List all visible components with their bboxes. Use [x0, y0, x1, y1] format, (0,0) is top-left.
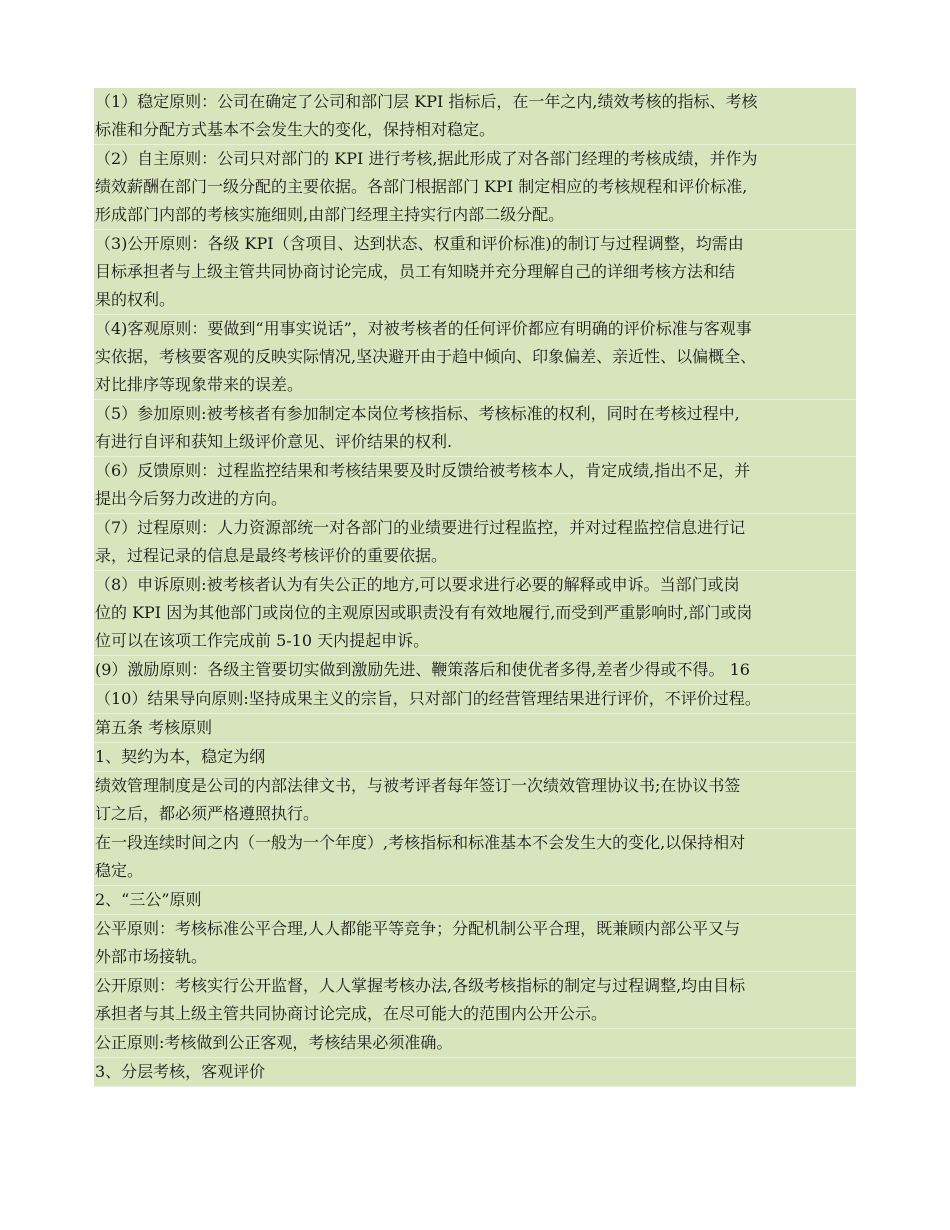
- paragraph-openness: 公开原则：考核实行公开监督，人人掌握考核办法,各级考核指标的制定与过程调整,均由目标 承担者与其上级主管共同协商讨论完成，在尽可能大的范围内公开公示。: [94, 972, 856, 1029]
- paragraph-performance-agreement: 绩效管理制度是公司的内部法律文书，与被考评者每年签订一次绩效管理协议书;在协议书签 订之后，都必须严格遵照执行。: [94, 772, 856, 829]
- text-block: [94, 88, 856, 1087]
- subheading-layered-assessment: 3、分层考核，客观评价: [94, 1058, 856, 1087]
- paragraph-autonomy-principle: （2）自主原则：公司只对部门的 KPI 进行考核,据此形成了对各部门经理的考核成绩，并作为 绩效薪酬在部门一级分配的主要依据。各部门根据部门 KPI 制定相应的考核规程和评价标准, 形成部门内部的考核实施细则,由部门经理主持实行内部二级分配。: [94, 145, 856, 230]
- paragraph-continuity: 在一段连续时间之内（一般为一个年度）,考核指标和标准基本不会发生大的变化,以保持相对 稳定。: [94, 829, 856, 886]
- section-heading-article-5: 第五条 考核原则: [94, 714, 856, 743]
- paragraph-process-principle: （7）过程原则：人力资源部统一对各部门的业绩要进行过程监控，并对过程监控信息进行记 录，过程记录的信息是最终考核评价的重要依据。: [94, 514, 856, 571]
- subheading-contract-basis: 1、契约为本，稳定为纲: [94, 743, 856, 772]
- paragraph-participation-principle: （5）参加原则:被考核者有参加制定本岗位考核指标、考核标准的权利，同时在考核过程中, 有进行自评和获知上级评价意见、评价结果的权利.: [94, 400, 856, 457]
- paragraph-fairness: 公平原则：考核标准公平合理,人人都能平等竞争；分配机制公平合理，既兼顾内部公平又与 外部市场接轨。: [94, 915, 856, 972]
- paragraph-openness-principle: （3)公开原则：各级 KPI（含项目、达到状态、权重和评价标准)的制订与过程调整，均需由 目标承担者与上级主管共同协商讨论完成，员工有知晓并充分理解自己的详细考核方法和结 果的权利。: [94, 230, 856, 315]
- paragraph-justice: 公正原则:考核做到公正客观，考核结果必须准确。: [94, 1029, 856, 1058]
- paragraph-result-oriented-principle: （10）结果导向原则:坚持成果主义的宗旨，只对部门的经营管理结果进行评价，不评价过程。: [94, 685, 856, 714]
- paragraph-feedback-principle: （6）反馈原则：过程监控结果和考核结果要及时反馈给被考核本人，肯定成绩,指出不足，并 提出今后努力改进的方向。: [94, 457, 856, 514]
- paragraph-objectivity-principle: （4)客观原则：要做到“用事实说话”，对被考核者的任何评价都应有明确的评价标准与客观事 实依据，考核要客观的反映实际情况,坚决避开由于趋中倾向、印象偏差、亲近性、以偏概全、 对比排序等现象带来的误差。: [94, 315, 856, 400]
- paragraph-incentive-principle: (9）激励原则：各级主管要切实做到激励先进、鞭策落后和使优者多得,差者少得或不得。 16: [94, 656, 856, 685]
- paragraph-appeal-principle: （8）申诉原则:被考核者认为有失公正的地方,可以要求进行必要的解释或申诉。当部门或岗 位的 KPI 因为其他部门或岗位的主观原因或职责没有有效地履行,而受到严重影响时,部门或岗 位可以在该项工作完成前 5-10 天内提起申诉。: [94, 571, 856, 656]
- subheading-three-principles: 2、“三公”原则: [94, 886, 856, 915]
- paragraph-stable-principle: （1）稳定原则：公司在确定了公司和部门层 KPI 指标后，在一年之内,绩效考核的指标、考核 标准和分配方式基本不会发生大的变化，保持相对稳定。: [94, 88, 856, 145]
